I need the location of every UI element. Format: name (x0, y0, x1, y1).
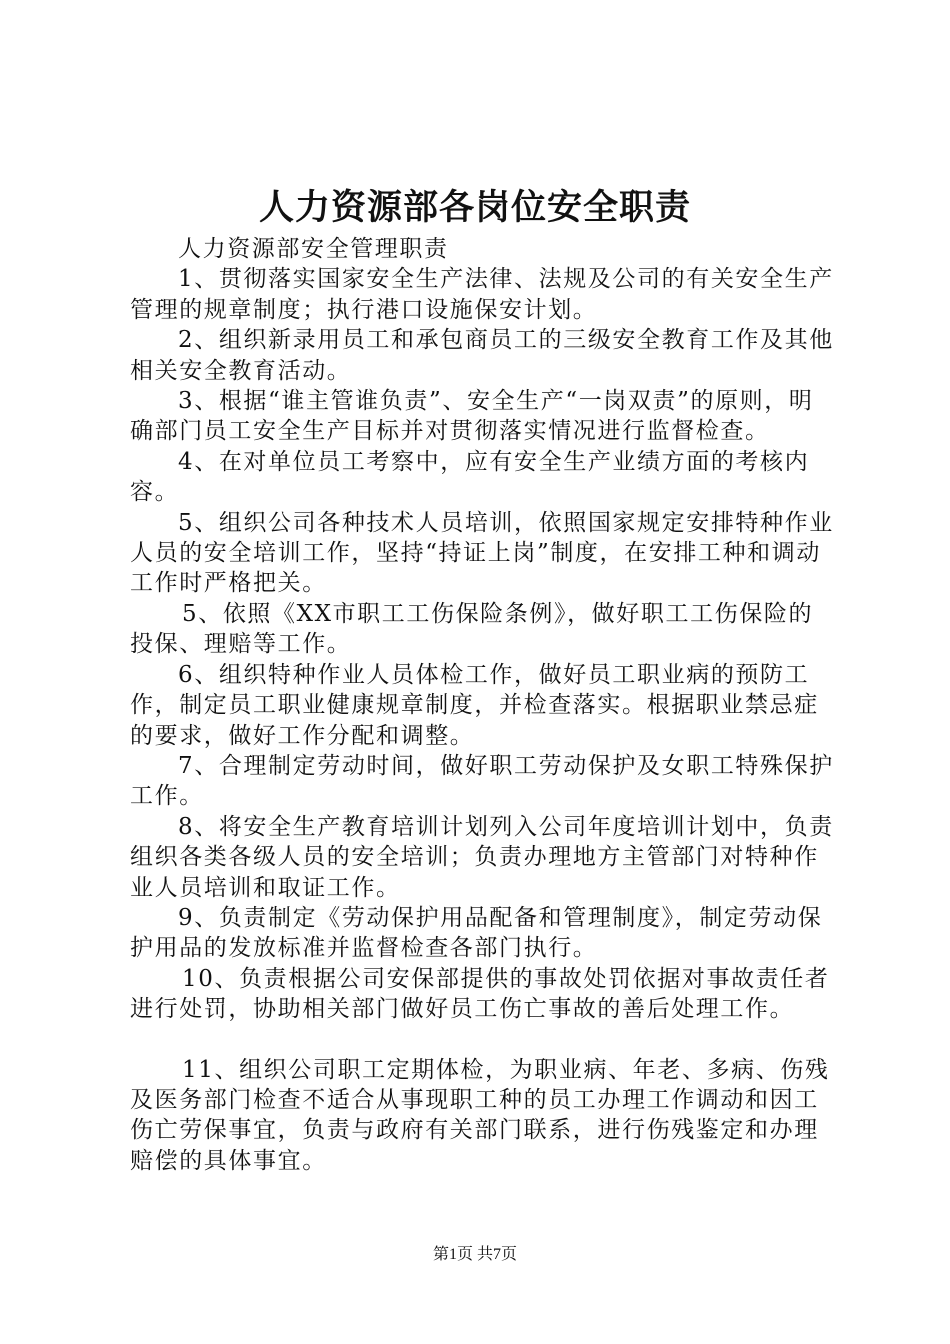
paragraph-11: 11、组织公司职工定期体检，为职业病、年老、多病、伤残及医务部门检查不适合从事现职工种的员工办理工作调动和因工伤亡劳保事宜，负责与政府有关部门联系，进行伤残鉴定和办理赔偿的具体事宜。 (130, 1056, 830, 1174)
document-title: 人力资源部各岗位安全职责 (258, 187, 691, 228)
paragraph-7: 7、合理制定劳动时间，做好职工劳动保护及女职工特殊保护工作。 (130, 752, 834, 810)
paragraph-8: 8、将安全生产教育培训计划列入公司年度培训计划中，负责组织各类各级人员的安全培训；负责办理地方主管部门对特种作业人员培训和取证工作。 (130, 813, 834, 901)
section-heading: 人力资源部安全管理职责 (178, 236, 449, 262)
paragraph-4: 4、在对单位员工考察中，应有安全生产业绩方面的考核内容。 (130, 448, 810, 506)
paragraph-9: 9、负责制定《劳动保护用品配备和管理制度》，制定劳动保护用品的发放标准并监督检查各部门执行。 (130, 904, 823, 962)
paragraph-3: 3、根据“谁主管谁负责”、安全生产“一岗双责”的原则，明确部门员工安全生产目标并对贯彻落实情况进行监督检查。 (130, 388, 814, 445)
paragraph-10: 10、负责根据公司安保部提供的事故处罚依据对事故责任者进行处罚，协助相关部门做好员工伤亡事故的善后处理工作。 (130, 965, 830, 1023)
paragraph-1: 1、贯彻落实国家安全生产法律、法规及公司的有关安全生产管理的规章制度；执行港口设施保安计划。 (130, 266, 834, 323)
paragraph-2: 2、组织新录用员工和承包商员工的三级安全教育工作及其他相关安全教育活动。 (130, 327, 834, 384)
document-body (130, 234, 835, 1176)
page-footer: 第1页 共7页 (432, 1246, 517, 1263)
paragraph-6: 6、组织特种作业人员体检工作，做好员工职业病的预防工作，制定员工职业健康规章制度，并检查落实。根据职业禁忌症的要求，做好工作分配和调整。 (130, 661, 819, 749)
paragraph-5: 5、组织公司各种技术人员培训，依照国家规定安排特种作业人员的安全培训工作，坚持“持证上岗”制度，在安排工种和调动工作时严格把关。 (130, 509, 834, 597)
paragraph-5b: 5、依照《XX市职工工伤保险条例》，做好职工工伤保险的投保、理赔等工作。 (130, 600, 814, 658)
